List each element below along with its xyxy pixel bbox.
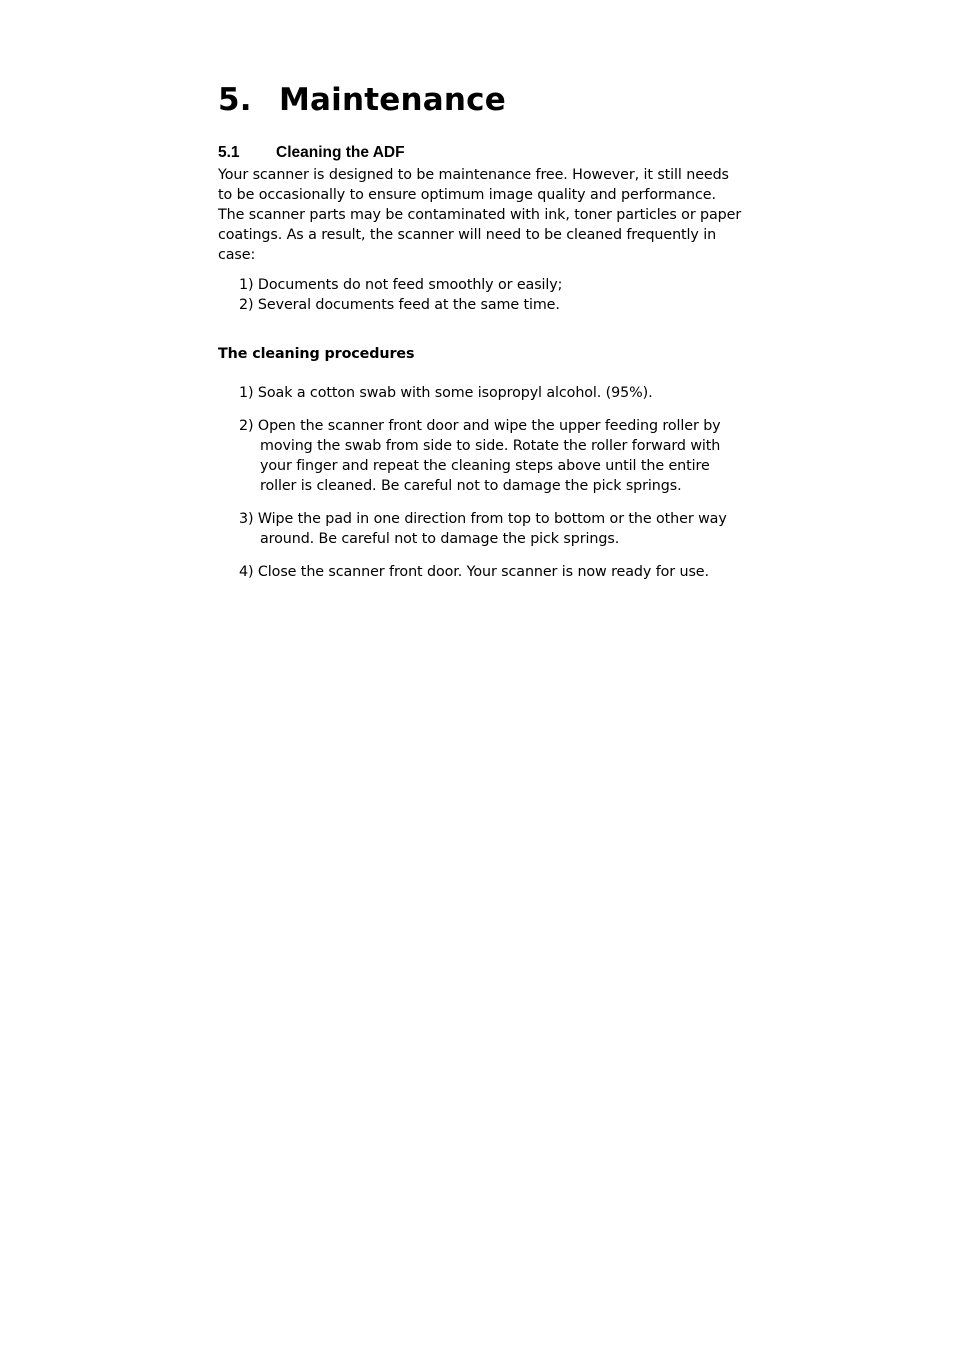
section-number: 5.1 xyxy=(218,144,240,161)
list-item: 2) Several documents feed at the same time. xyxy=(239,297,560,313)
chapter-number: 5. xyxy=(218,82,252,118)
intro-paragraph: Your scanner is designed to be maintenance free. However, it still needs to be occasionally to ensure optimum image quality and performance. xyxy=(218,167,729,203)
procedure-step: 3) Wipe the pad in one direction from top to bottom or the other way around. Be careful not to damage the pick springs. xyxy=(239,511,727,547)
page-content xyxy=(218,80,743,582)
section-heading xyxy=(218,141,743,165)
list-item: 1) Documents do not feed smoothly or easily; xyxy=(239,277,563,293)
chapter-title: Maintenance xyxy=(279,82,506,118)
procedure-step: 2) Open the scanner front door and wipe the upper feeding roller by moving the swab from side to side. Rotate the roller forward with your finger and repeat the cleaning steps above until the entire roller is cleaned. Be careful not to damage the pick springs. xyxy=(239,418,721,494)
procedures-heading: The cleaning procedures xyxy=(218,346,415,362)
procedure-step: 4) Close the scanner front door. Your scanner is now ready for use. xyxy=(239,564,709,580)
procedure-step: 1) Soak a cotton swab with some isopropyl alcohol. (95%). xyxy=(239,385,653,401)
cleaning-conditions-list xyxy=(218,275,743,315)
chapter-heading xyxy=(218,80,743,120)
procedure-steps-list xyxy=(218,383,743,582)
section-body xyxy=(218,165,743,582)
contamination-paragraph: The scanner parts may be contaminated with ink, toner particles or paper coatings. As a result, the scanner will need to be cleaned frequently in case: xyxy=(218,207,742,263)
section-title: Cleaning the ADF xyxy=(276,144,405,161)
